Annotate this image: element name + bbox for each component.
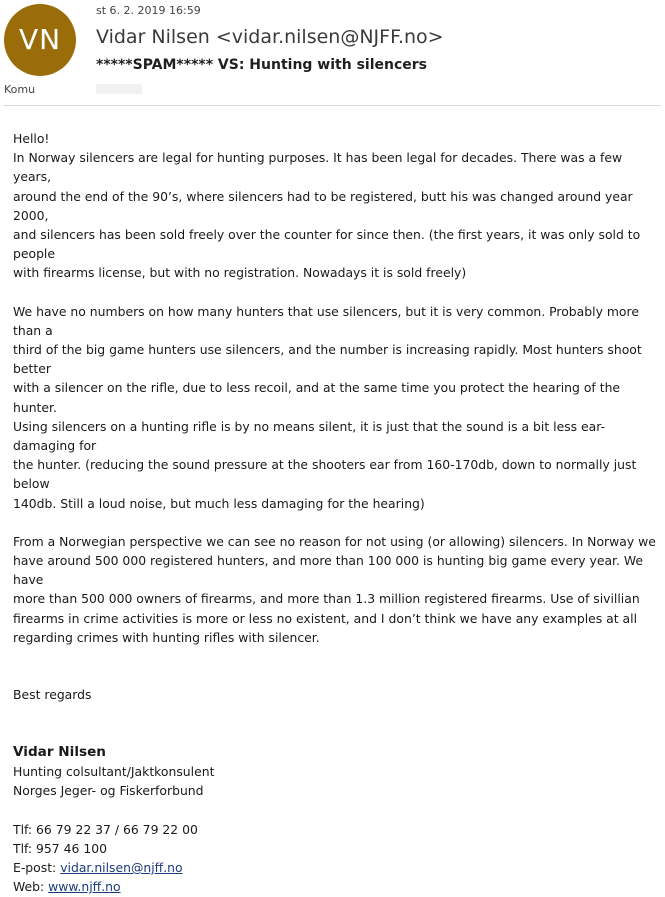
signature-web-row [13,877,658,896]
greeting: Hello! [13,131,50,146]
signature-email-row [13,858,658,877]
sender-avatar[interactable]: VN [4,4,76,76]
to-recipient[interactable] [96,84,142,94]
body-paragraph-2: We have no numbers on how many hunters that use silencers, but it is very common. Probably more than a third of the big game hunters use silencers, and the number is increasing rapidly. Most hunters shoot better with a silencer on the rifle, due to less recoil, and at the same time you protect the hearing of the hunter. Using silencers on a hunting rifle is by no means silent, it is just that the sound is a bit less ear-damaging for the hunter. (reducing the sound pressure at the shooters ear from 160-170db, down to normally just below 140db. Still a loud noise, but much less damaging for the hearing) [13,303,642,511]
closing: Best regards [13,687,92,703]
body-paragraph-1: In Norway silencers are legal for hunting purposes. It has been legal for decades. There was a few years, around the end of the 90’s, where silencers had to be registered, butt his was changed around year 2000, and silencers has been sold freely over the counter for since then. (the first years, it was only sold to people with firearms license, but with no registration. Nowadays it is sold freely) [13,150,641,281]
message-body [13,129,658,897]
message-header [0,0,665,106]
sender-name[interactable]: Vidar Nilsen <vidar.nilsen@NJFF.no> [96,26,444,48]
email-link[interactable]: vidar.nilsen@njff.no [60,860,183,876]
signature-organization: Norges Jeger- og Fiskerforbund [13,783,204,799]
signature-phone: Tlf: 66 79 22 37 / 66 79 22 00 [13,821,198,837]
email-label: E-post: [13,860,57,876]
signature-name: Vidar Nilsen [13,744,106,761]
web-label: Web: [13,879,45,895]
to-label: Komu [4,83,36,96]
signature-title: Hunting colsultant/Jaktkonsulent [13,764,215,780]
body-paragraph-3: From a Norwegian perspective we can see no reason for not using (or allowing) silencers. In Norway we have around 500 000 registered hunters, and more than 100 000 is hunting big game every year. We have more than 500 000 owners of firearms, and more than 1.3 million registered firearms. Use of sivillian firearms in crime activities is more or less no existent, and I don’t think we have any examples at all regarding crimes with hunting rifles with silencer. [13,533,656,645]
message-subject: *****SPAM***** VS: Hunting with silencers [96,57,427,73]
signature-mobile: Tlf: 957 46 100 [13,840,107,856]
web-link[interactable]: www.njff.no [48,879,121,895]
message-date: st 6. 2. 2019 16:59 [96,4,201,17]
header-divider [4,105,661,106]
